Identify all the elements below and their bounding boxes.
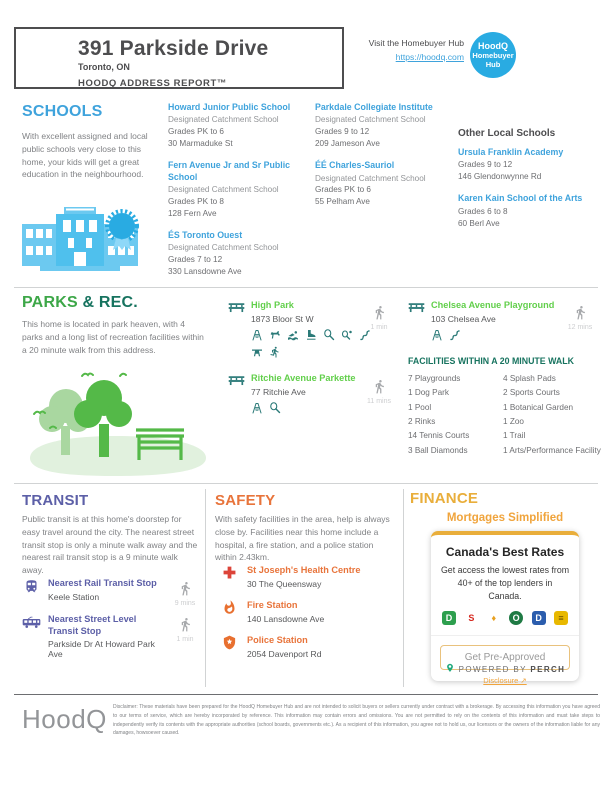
park-address: 103 Chelsea Ave	[431, 313, 496, 324]
school-name: ÉS Toronto Ouest	[168, 229, 243, 240]
playground-icon	[431, 329, 443, 341]
tennis-icon	[323, 329, 335, 341]
facilities-summary	[408, 356, 604, 458]
school-address: 330 Lansdowne Ave	[168, 266, 242, 276]
school-grades: Grades PK to 6	[315, 185, 371, 195]
school-entry	[168, 102, 312, 150]
walk-time-rail	[168, 578, 202, 607]
footer-disclaimer: Disclaimer: These materials have been prepared for the HoodQ Homebuyer Hub and are not intended to solicit buyers or sellers currently under contract with a brokerage. By accessing this information you have agreed to our terms of service, which are hereby incorporated by reference. This information may contain errors and omissions. You are not permitted to rely on the contents of this information and must take steps to independently verify its contents with the appropriate authorities (school boards, governments etc.). As a recipient of this information, you agree not to hold us, our licensors or the owners of the information liable for any damages, howsoever caused.	[113, 704, 600, 737]
property-address: 391 Parkside Drive	[78, 37, 269, 60]
transit-stop-name: Keele Station	[48, 591, 100, 602]
facility-count: 3 Ball Diamonds	[408, 445, 468, 455]
facility-count: 1 Dog Park	[408, 388, 449, 398]
rates-card-text: Get access the lowest rates from 40+ of the top lenders in Canada.	[440, 565, 570, 601]
walking-person-icon	[372, 302, 387, 323]
facility-count: 14 Tennis Courts	[408, 431, 470, 441]
playground-icon	[251, 402, 263, 414]
police-shield-icon	[222, 635, 237, 650]
school-type: Designated Catchment School	[315, 115, 426, 125]
parks-title-green: PARKS	[22, 294, 78, 311]
safety-facility-address: 30 The Queensway	[247, 578, 322, 589]
flame-icon	[222, 600, 237, 615]
park-name: Ritchie Avenue Parkette	[251, 373, 356, 383]
logo-line1: HoodQ	[478, 40, 508, 51]
school-name: Howard Junior Public School	[168, 102, 291, 112]
transit-description: Public transit is at this home's doorstep for easy travel around the city. The nearest street transit stop is only a minute walk away and the nearest rail transit stop is a 9 minute walk away.	[22, 514, 198, 575]
walking-person-icon	[178, 578, 193, 599]
school-address: 146 Glendonwynne Rd	[458, 172, 542, 182]
safety-section-title: SAFETY	[215, 492, 276, 509]
powered-prefix: POWERED BY	[458, 665, 527, 674]
facility-count: 7 Playgrounds	[408, 374, 461, 383]
location-pin-icon	[445, 662, 455, 674]
walk-time-high-park	[362, 302, 396, 331]
rates-card-title: Canada's Best Rates	[445, 545, 565, 559]
get-pre-approved-button[interactable]: Get Pre-Approved	[440, 645, 570, 670]
transit-section-title: TRANSIT	[22, 492, 89, 509]
transit-stop-name: Parkside Dr At Howard Park Ave	[48, 639, 155, 659]
hoodq-footer-logo: HoodQ	[22, 704, 107, 734]
other-local-schools-title: Other Local Schools	[458, 128, 556, 139]
visit-label: Visit the Homebuyer Hub	[368, 38, 464, 48]
park-bench-icon	[228, 302, 245, 313]
parks-title-teal: & REC.	[82, 294, 138, 311]
park-address: 1873 Bloor St W	[251, 313, 314, 324]
facilities-column-2	[503, 372, 603, 458]
facility-count: 1 Arts/Performance Facility	[503, 445, 601, 455]
safety-item-fire	[222, 600, 394, 624]
walk-time-label: 1 min	[176, 636, 194, 643]
school-address: 60 Berl Ave	[458, 218, 500, 228]
logo-line2: Homebuyer	[472, 51, 514, 61]
school-entry	[458, 147, 600, 183]
school-address: 30 Marmaduke St	[168, 139, 233, 149]
facility-count: 4 Splash Pads	[503, 374, 556, 383]
school-type: Designated Catchment School	[168, 184, 279, 194]
park-illustration	[16, 366, 214, 483]
safety-item-hospital	[222, 565, 394, 589]
park-facility-icons	[251, 329, 383, 358]
lender-logos-row	[442, 611, 568, 625]
transit-stop-type: Nearest Street Level Transit Stop	[48, 614, 137, 636]
school-type: Designated Catchment School	[315, 173, 426, 183]
facilities-title: FACILITIES WITHIN A 20 MINUTE WALK	[408, 356, 574, 366]
hoodq-link[interactable]: https://hoodq.com	[395, 51, 464, 62]
school-grades: Grades 9 to 12	[458, 160, 513, 170]
safety-facility-name: Fire Station	[247, 600, 298, 610]
schools-section-title: SCHOOLS	[22, 103, 103, 120]
safety-facility-name: Police Station	[247, 635, 308, 645]
park-entry-high-park	[228, 300, 368, 358]
lender-logo-6: ≡	[554, 611, 568, 625]
facilities-column-1	[408, 372, 503, 458]
rail-transit-icon	[22, 579, 41, 594]
school-entry	[315, 160, 455, 208]
playground-icon	[251, 329, 263, 341]
lender-logo-2: S	[464, 611, 478, 625]
school-entry	[315, 102, 455, 150]
school-type: Designated Catchment School	[168, 115, 279, 125]
homebuyer-hub-promo	[352, 37, 464, 65]
walking-person-icon	[573, 302, 588, 323]
finance-section-title: FINANCE	[410, 490, 479, 507]
hoodq-logo	[470, 32, 516, 78]
racquetball-icon	[341, 329, 353, 341]
facility-count: 1 Zoo	[503, 417, 524, 427]
park-entry-chelsea	[408, 300, 563, 341]
park-entry-ritchie	[228, 373, 378, 414]
powered-brand: PERCH	[530, 665, 566, 674]
facility-count: 2 Sports Courts	[503, 388, 560, 398]
park-address: 77 Ritchie Ave	[251, 386, 306, 397]
park-name: High Park	[251, 300, 294, 310]
walk-time-street	[168, 614, 202, 643]
skating-icon	[305, 329, 317, 341]
walk-time-chelsea	[563, 302, 597, 331]
column-divider	[205, 489, 206, 687]
parks-section-title	[22, 294, 138, 312]
other-local-schools-column	[458, 102, 600, 239]
walk-time-label: 12 mins	[567, 324, 593, 331]
park-bench-icon	[408, 302, 425, 313]
school-grades: Grades 7 to 12	[168, 254, 223, 264]
tennis-icon	[269, 402, 281, 414]
section-divider	[14, 483, 598, 484]
school-grades: Grades 9 to 12	[315, 127, 370, 137]
school-entry	[168, 230, 312, 278]
walk-time-label: 9 mins	[174, 600, 196, 607]
trail-icon	[449, 329, 461, 341]
school-address: 209 Jameson Ave	[315, 139, 380, 149]
logo-line3: Hub	[485, 60, 501, 70]
school-building-illustration	[16, 198, 144, 283]
park-name: Chelsea Avenue Playground	[431, 300, 555, 310]
school-address: 55 Pelham Ave	[315, 197, 370, 207]
transit-stop-type: Nearest Rail Transit Stop	[48, 578, 157, 588]
schools-description: With excellent assigned and local public schools very close to this home, your kids will get a great education in the neighbourhood.	[22, 131, 148, 180]
safety-item-police	[222, 635, 394, 659]
mortgage-rates-card	[431, 531, 579, 681]
school-grades: Grades PK to 8	[168, 196, 224, 206]
report-title: HOODQ ADDRESS REPORT™	[78, 78, 227, 89]
walk-time-label: 1 min	[370, 324, 388, 331]
column-divider	[403, 489, 404, 687]
lender-logo-1: D	[442, 611, 456, 625]
walking-person-icon	[372, 376, 387, 397]
swimming-icon	[287, 329, 299, 341]
section-divider	[14, 287, 598, 288]
dog-park-icon	[269, 329, 281, 341]
running-icon	[269, 346, 281, 358]
school-grades: Grades 6 to 8	[458, 206, 508, 216]
picnic-table-icon	[251, 346, 263, 358]
footer-divider	[14, 694, 598, 695]
school-address: 128 Fern Ave	[168, 208, 217, 218]
safety-facility-name: St Joseph's Health Centre	[247, 565, 361, 575]
school-type: Designated Catchment School	[168, 243, 279, 253]
lender-logo-5: D	[532, 611, 546, 625]
safety-facility-address: 2054 Davenport Rd	[247, 648, 322, 659]
school-grades: Grades PK to 6	[168, 127, 224, 137]
school-entry	[458, 193, 600, 229]
card-divider	[431, 635, 579, 636]
facility-count: 1 Pool	[408, 402, 432, 412]
school-entry	[168, 160, 312, 220]
school-name: Karen Kain School of the Arts	[458, 193, 583, 204]
facility-count: 1 Botanical Garden	[503, 402, 574, 412]
schools-catchment-column-1	[168, 102, 312, 288]
walking-person-icon	[178, 614, 193, 635]
walk-time-label: 11 mins	[367, 398, 391, 405]
walk-time-ritchie	[362, 376, 396, 405]
school-name: Fern Avenue Jr and Sr Public School	[168, 160, 291, 182]
medical-cross-icon	[222, 565, 237, 580]
school-name: Ursula Franklin Academy	[458, 147, 564, 157]
facility-count: 2 Rinks	[408, 417, 436, 427]
lender-logo-4: O	[509, 611, 523, 625]
finance-subtitle: Mortgages Simplified	[446, 512, 564, 524]
schools-catchment-column-2	[315, 102, 455, 218]
park-facility-icons	[431, 329, 563, 341]
powered-by-perch	[410, 662, 600, 674]
safety-facility-address: 140 Lansdowne Ave	[247, 613, 325, 624]
disclosure-link[interactable]: Disclosure ↗	[483, 676, 527, 685]
streetcar-icon	[22, 615, 41, 630]
school-name: ÉÉ Charles-Sauriol	[315, 160, 395, 171]
parks-description: This home is located in park heaven, with 4 parks and a long list of recreation facilities within a 20 minute walk from this address.	[22, 319, 204, 355]
address-header-box	[14, 27, 344, 89]
facility-count: 1 Trail	[503, 431, 526, 441]
property-city: Toronto, ON	[78, 62, 130, 72]
lender-logo-3: ♦	[487, 611, 501, 625]
safety-description: With safety facilities in the area, help is always close by. Facilities near this home include a hospital, a fire station, and a police station within 2.43km.	[215, 514, 390, 563]
park-bench-icon	[228, 375, 245, 386]
school-name: Parkdale Collegiate Institute	[315, 102, 433, 112]
